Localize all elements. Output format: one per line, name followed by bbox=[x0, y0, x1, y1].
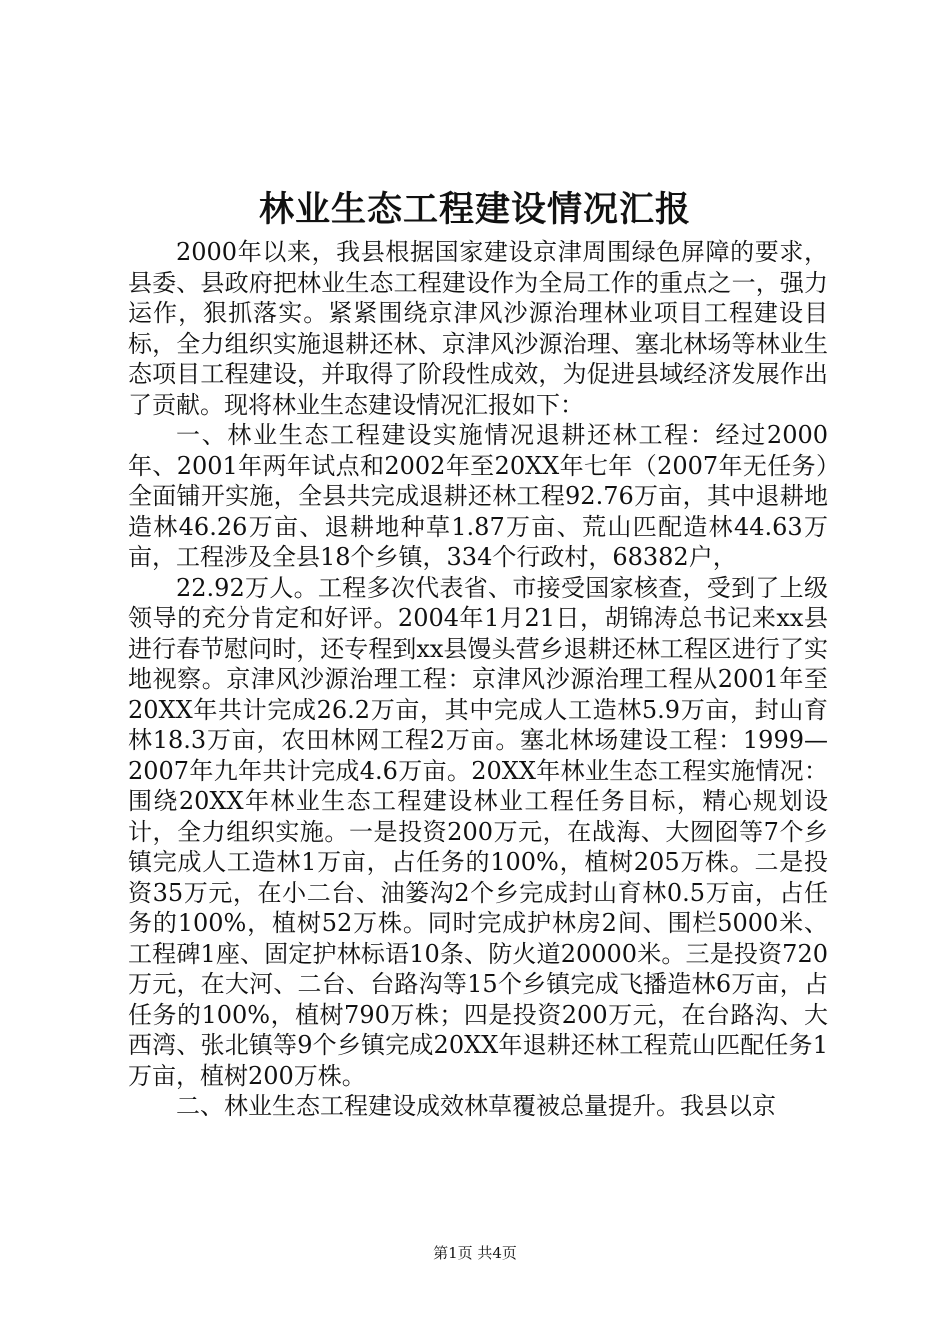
page-footer: 第1页 共4页 bbox=[433, 1244, 517, 1262]
document-body bbox=[128, 237, 828, 1122]
paragraph-section-one: 一、林业生态工程建设实施情况退耕还林工程：经过2000年、2001年两年试点和2002年至20XX年七年（2007年无任务）全面铺开实施，全县共完成退耕还林工程92.76万亩，其中退耕地造林46.26万亩、退耕地种草1.87万亩、荒山匹配造林44.63万亩，工程涉及全县18个乡镇，334个行政村，68382户， bbox=[128, 421, 828, 571]
paragraph-intro: 2000年以来，我县根据国家建设京津周围绿色屏障的要求，县委、县政府把林业生态工程建设作为全局工作的重点之一，强力运作，狠抓落实。紧紧围绕京津风沙源治理林业项目工程建设目标，全力组织实施退耕还林、京津风沙源治理、塞北林场等林业生态项目工程建设，并取得了阶段性成效，为促进县域经济发展作出了贡献。现将林业生态建设情况汇报如下： bbox=[128, 238, 828, 419]
paragraph-section-two: 二、林业生态工程建设成效林草覆被总量提升。我县以京 bbox=[176, 1092, 776, 1120]
paragraph-section-one-continued: 22.92万人。工程多次代表省、市接受国家核查，受到了上级领导的充分肯定和好评。2004年1月21日，胡锦涛总书记来xx县进行春节慰问时，还专程到xx县馒头营乡退耕还林工程区进行了实地视察。京津风沙源治理工程：京津风沙源治理工程从2001年至20XX年共计完成26.2万亩，其中完成人工造林5.9万亩，封山育林18.3万亩，农田林网工程2万亩。塞北林场建设工程：1999—2007年九年共计完成4.6万亩。20XX年林业生态工程实施情况：围绕20XX年林业生态工程建设林业工程任务目标，精心规划设计，全力组织实施。一是投资200万元，在战海、大囫囵等7个乡镇完成人工造林1万亩，占任务的100%，植树205万株。二是投资35万元，在小二台、油篓沟2个乡完成封山育林0.5万亩，占任务的100%，植树52万株。同时完成护林房2间、围栏5000米、工程碑1座、固定护林标语10条、防火道20000米。三是投资720万元，在大河、二台、台路沟等15个乡镇完成飞播造林6万亩，占任务的100%，植树790万株；四是投资200万元，在台路沟、大西湾、张北镇等9个乡镇完成20XX年退耕还林工程荒山匹配任务1万亩，植树200万株。 bbox=[128, 573, 828, 1090]
document-title: 林业生态工程建设情况汇报 bbox=[258, 189, 691, 230]
